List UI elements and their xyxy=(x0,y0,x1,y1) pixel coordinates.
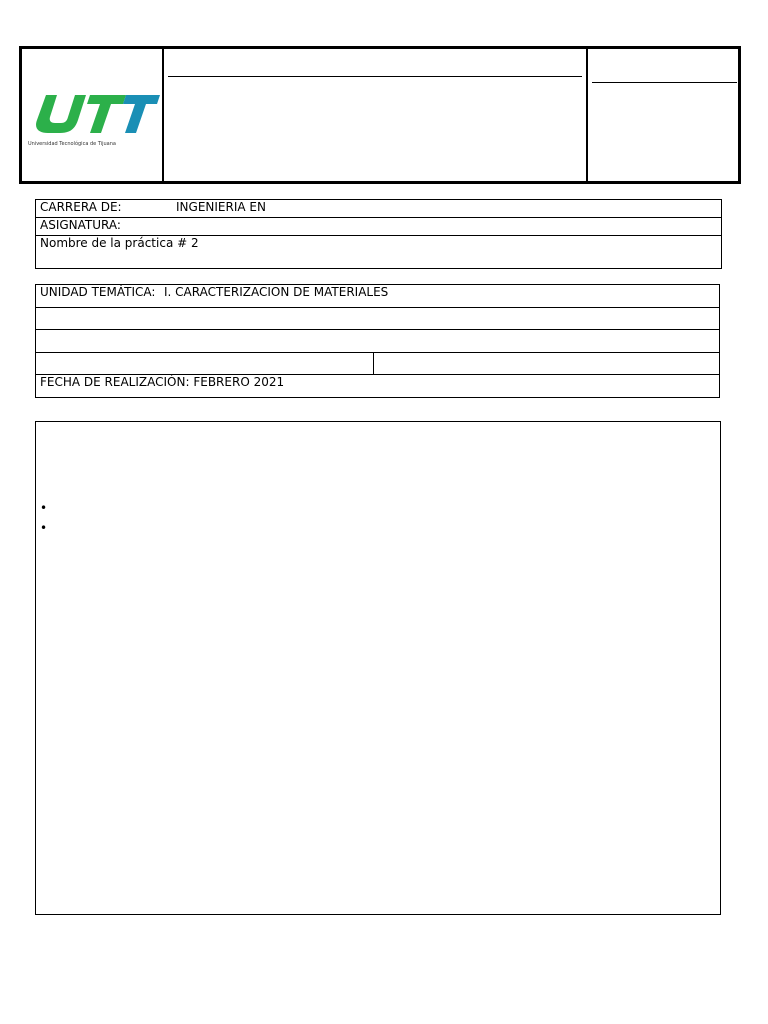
blank-row-2 xyxy=(36,330,720,353)
asignatura-label: ASIGNATURA: xyxy=(36,218,722,236)
carrera-value: INGENIERIA EN xyxy=(176,200,266,214)
fecha-row xyxy=(36,375,720,398)
split-row xyxy=(36,353,720,375)
document-header xyxy=(19,46,741,184)
fecha-value: FEBRERO 2021 xyxy=(193,375,285,389)
blank-cell-2 xyxy=(36,330,720,353)
logo-letter-u xyxy=(36,95,86,133)
bullet-1: • xyxy=(40,501,48,515)
code-rule xyxy=(592,82,737,83)
blank-row-1 xyxy=(36,308,720,330)
split-cell-right xyxy=(374,353,720,375)
header-title-cell xyxy=(164,49,588,181)
practice-content-box xyxy=(35,421,721,915)
split-cell-left xyxy=(36,353,374,375)
bullet-2: • xyxy=(40,521,48,535)
asignatura-row xyxy=(36,218,722,236)
logo-caption: Universidad Tecnológica de Tijuana xyxy=(28,141,116,147)
header-code-cell xyxy=(588,49,738,181)
title-rule xyxy=(168,76,582,77)
carrera-label: CARRERA DE: xyxy=(40,200,122,214)
utt-logo xyxy=(32,91,160,141)
logo-cell xyxy=(22,49,164,181)
unidad-value: I. CARACTERIZACION DE MATERIALES xyxy=(164,285,389,299)
practica-row xyxy=(36,236,722,269)
info-table xyxy=(35,199,722,269)
fecha-label: FECHA DE REALIZACIÓN: xyxy=(40,375,190,389)
unidad-label: UNIDAD TEMÁTICA: xyxy=(40,285,156,299)
unidad-row xyxy=(36,285,720,308)
blank-cell-1 xyxy=(36,308,720,330)
logo-letter-t1 xyxy=(87,95,126,133)
practica-label: Nombre de la práctica # 2 xyxy=(36,236,722,269)
unit-table xyxy=(35,284,720,398)
logo-letter-t2 xyxy=(123,95,160,133)
carrera-row xyxy=(36,200,722,218)
